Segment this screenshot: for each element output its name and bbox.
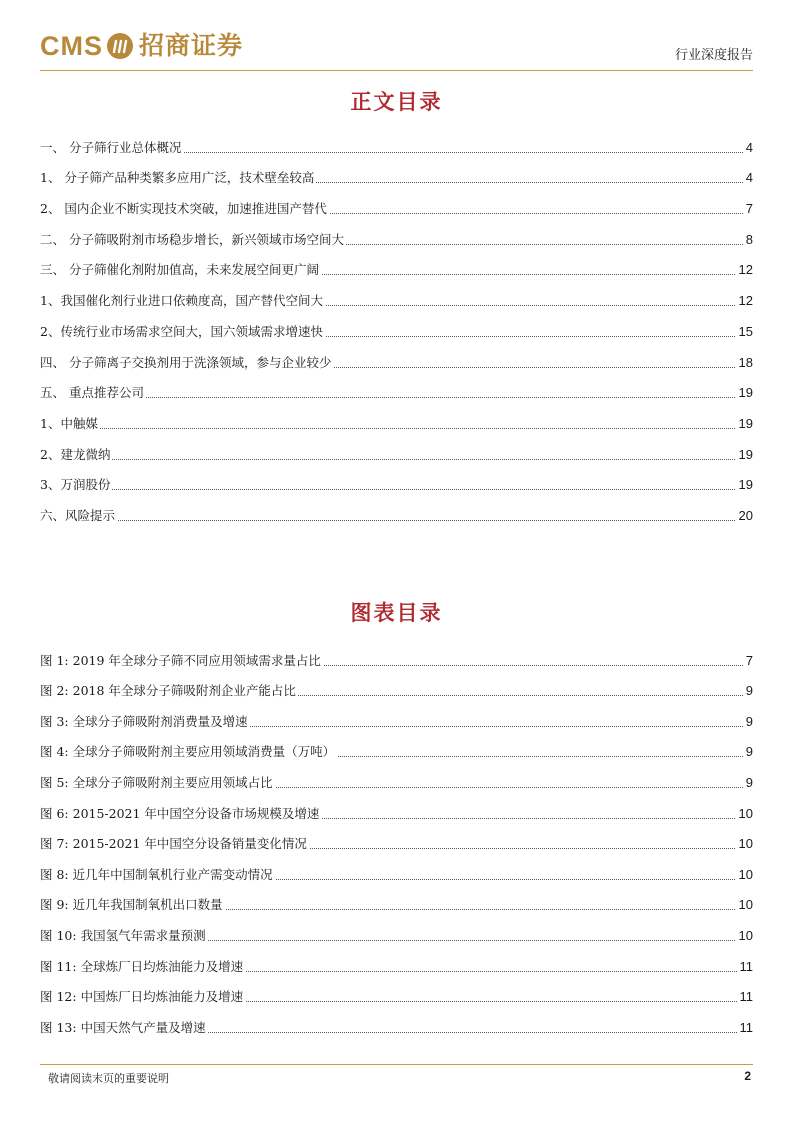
- toc-entry-page: 4: [743, 170, 753, 186]
- toc-entry[interactable]: [40, 156, 753, 187]
- figure-toc-list: [40, 638, 753, 1036]
- dot-leader: [40, 397, 753, 398]
- report-type-label: 行业深度报告: [674, 48, 753, 63]
- figure-entry-page: 9: [743, 683, 753, 699]
- toc-entry-page: 8: [743, 232, 753, 248]
- toc-entry-label: 2、建龙微纳: [40, 446, 111, 462]
- figure-entry[interactable]: [40, 669, 753, 700]
- toc-entry-page: 19: [736, 416, 753, 432]
- toc-entry[interactable]: [40, 493, 753, 524]
- figure-entry[interactable]: [40, 730, 753, 761]
- toc-entry-page: 18: [736, 355, 753, 371]
- toc-entry-label: 一、 分子筛行业总体概况: [40, 139, 182, 155]
- figure-entry-page: 10: [736, 867, 753, 883]
- dot-leader: [40, 459, 753, 460]
- figure-entry-label: 图 5: 全球分子筛吸附剂主要应用领域占比: [40, 774, 273, 790]
- toc-entry-label: 六、风险提示: [40, 507, 116, 523]
- figure-entry-page: 9: [743, 775, 753, 791]
- toc-entry[interactable]: [40, 463, 753, 494]
- toc-entry-label: 二、 分子筛吸附剂市场稳步增长，新兴领域市场空间大: [40, 231, 344, 247]
- figure-entry-label: 图 3: 全球分子筛吸附剂消费量及增速: [40, 713, 248, 729]
- toc-entry-label: 1、中触媒: [40, 415, 98, 431]
- company-logo: [40, 28, 243, 64]
- figure-entry[interactable]: [40, 883, 753, 914]
- figure-entry-label: 图 7: 2015-2021 年中国空分设备销量变化情况: [40, 836, 307, 852]
- logo-latin-text: CMS: [40, 31, 103, 61]
- figure-entry-label: 图 13: 中国天然气产量及增速: [40, 1019, 206, 1035]
- logo-chinese-text: 招商证券: [139, 31, 244, 60]
- figure-entry-page: 10: [736, 897, 753, 913]
- figure-toc-title: 图表目录: [350, 601, 443, 625]
- figure-entry[interactable]: [40, 944, 753, 975]
- toc-entry[interactable]: [40, 340, 753, 371]
- figure-entry-label: 图 10: 我国氢气年需求量预测: [40, 927, 206, 943]
- toc-entry[interactable]: [40, 217, 753, 248]
- figure-entry-page: 10: [736, 806, 753, 822]
- toc-entry[interactable]: [40, 278, 753, 309]
- toc-entry-label: 五、 重点推荐公司: [40, 385, 144, 401]
- page-header: [40, 22, 753, 70]
- toc-entry-label: 2、传统行业市场需求空间大，国六领域需求增速快: [40, 323, 323, 339]
- toc-entry[interactable]: [40, 309, 753, 340]
- figure-entry-label: 图 12: 中国炼厂日均炼油能力及增速: [40, 989, 244, 1005]
- figure-entry[interactable]: [40, 852, 753, 883]
- figure-entry[interactable]: [40, 791, 753, 822]
- figure-entry-page: 10: [736, 928, 753, 944]
- figure-entry[interactable]: [40, 913, 753, 944]
- dot-leader: [40, 520, 753, 521]
- logo-emblem-icon: [105, 31, 135, 61]
- toc-entry-label: 1、我国催化剂行业进口依赖度高，国产替代空间大: [40, 293, 323, 309]
- toc-entry[interactable]: [40, 186, 753, 217]
- toc-entry-page: 12: [736, 262, 753, 278]
- figure-entry-label: 图 8: 近几年中国制氧机行业产需变动情况: [40, 866, 273, 882]
- toc-entry-page: 19: [736, 447, 753, 463]
- footer-divider: [40, 1064, 753, 1065]
- toc-entry-label: 2、 国内企业不断实现技术突破，加速推进国产替代: [40, 201, 327, 217]
- page-number: 2: [744, 1069, 751, 1083]
- toc-entry-page: 19: [736, 477, 753, 493]
- figure-entry-label: 图 4: 全球分子筛吸附剂主要应用领域消费量（万吨）: [40, 744, 336, 760]
- dot-leader: [40, 428, 753, 429]
- toc-entry-page: 19: [736, 385, 753, 401]
- figure-entry-page: 7: [743, 653, 753, 669]
- toc-entry-label: 1、 分子筛产品种类繁多应用广泛，技术壁垒较高: [40, 170, 315, 186]
- figure-entry[interactable]: [40, 975, 753, 1006]
- toc-entry-page: 7: [743, 201, 753, 217]
- toc-entry-page: 4: [743, 140, 753, 156]
- toc-entry-page: 20: [736, 508, 753, 524]
- dot-leader: [40, 489, 753, 490]
- figure-entry-label: 图 1: 2019 年全球分子筛不同应用领域需求量占比: [40, 652, 321, 668]
- figure-entry-label: 图 6: 2015-2021 年中国空分设备市场规模及增速: [40, 805, 320, 821]
- figure-entry-page: 9: [743, 714, 753, 730]
- figure-entry-label: 图 11: 全球炼厂日均炼油能力及增速: [40, 958, 244, 974]
- toc-entry-page: 15: [736, 324, 753, 340]
- toc-entry-label: 四、 分子筛离子交换剂用于洗涤领域，参与企业较少: [40, 354, 332, 370]
- figure-entry-page: 11: [737, 989, 754, 1005]
- figure-entry-label: 图 9: 近几年我国制氧机出口数量: [40, 897, 223, 913]
- header-divider: [40, 70, 753, 71]
- toc-entry[interactable]: [40, 248, 753, 279]
- toc-entry-page: 12: [736, 293, 753, 309]
- figure-entry[interactable]: [40, 638, 753, 669]
- figure-entry-page: 10: [736, 836, 753, 852]
- figure-entry-label: 图 2: 2018 年全球分子筛吸附剂企业产能占比: [40, 683, 296, 699]
- toc-entry[interactable]: [40, 371, 753, 402]
- figure-entry-page: 11: [737, 1020, 754, 1036]
- figure-entry-page: 11: [737, 959, 754, 975]
- figure-entry-page: 9: [743, 744, 753, 760]
- toc-list: [40, 125, 753, 524]
- figure-entry[interactable]: [40, 822, 753, 853]
- toc-entry[interactable]: [40, 432, 753, 463]
- toc-entry[interactable]: [40, 125, 753, 156]
- toc-entry[interactable]: [40, 401, 753, 432]
- toc-entry-label: 3、万润股份: [40, 477, 111, 493]
- footer-disclaimer: 敬请阅读末页的重要说明: [48, 1072, 169, 1085]
- figure-entry[interactable]: [40, 699, 753, 730]
- toc-title: 正文目录: [350, 90, 443, 114]
- figure-entry[interactable]: [40, 760, 753, 791]
- figure-entry[interactable]: [40, 1005, 753, 1036]
- toc-entry-label: 三、 分子筛催化剂附加值高，未来发展空间更广阔: [40, 262, 319, 278]
